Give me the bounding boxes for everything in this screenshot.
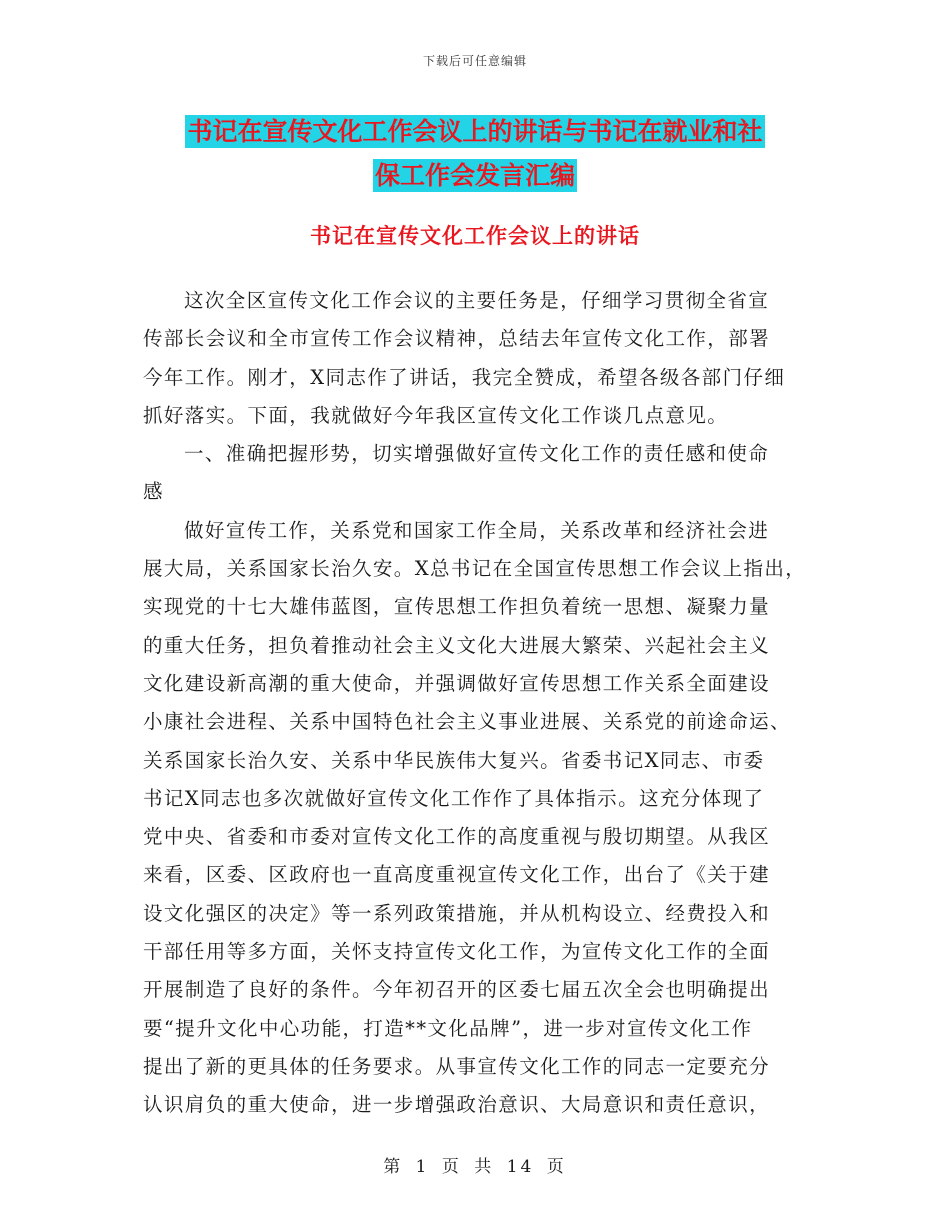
document-title bbox=[0, 110, 950, 198]
body-text bbox=[143, 282, 823, 1125]
body-line: 认识肩负的重大使命，进一步增强政治意识、大局意识和责任意识， bbox=[143, 1093, 771, 1117]
body-line: 这次全区宣传文化工作会议的主要任务是，仔细学习贯彻全省宣 bbox=[184, 289, 770, 312]
body-line: 今年工作。刚才，X同志作了讲话，我完全赞成，希望各级各部门仔细 bbox=[143, 365, 786, 389]
page-number-footer: 第 1 页 共 14 页 bbox=[383, 1157, 567, 1177]
body-line: 抓好落实。下面，我就做好今年我区宣传文化工作谈几点意见。 bbox=[143, 403, 729, 427]
document-title-line-1 bbox=[0, 110, 950, 154]
body-line: 干部任用等多方面，关怀支持宣传文化工作，为宣传文化工作的全面 bbox=[143, 940, 771, 964]
body-line: 提出了新的更具体的任务要求。从事宣传文化工作的同志一定要充分 bbox=[143, 1054, 771, 1078]
body-line: 设文化强区的决定》等一系列政策措施，并从机构设立、经费投入和 bbox=[143, 901, 771, 925]
body-line: 来看，区委、区政府也一直高度重视宣传文化工作，出台了《关于建 bbox=[143, 863, 771, 887]
title-highlight-2: 保工作会发言汇编 bbox=[374, 161, 575, 190]
body-line: 传部长会议和全市宣传工作会议精神，总结去年宣传文化工作，部署 bbox=[143, 327, 771, 351]
body-line: 实现党的十七大雄伟蓝图，宣传思想工作担负着统一思想、凝聚力量 bbox=[143, 595, 771, 619]
body-line: 展大局，关系国家长治久安。X总书记在全国宣传思想工作会议上指出， bbox=[143, 557, 807, 581]
body-line: 文化建设新高潮的重大使命，并强调做好宣传思想工作关系全面建设 bbox=[143, 671, 771, 695]
body-line: 要“提升文化中心功能，打造**文化品牌”，进一步对宣传文化工作 bbox=[143, 1016, 753, 1040]
section-title: 书记在宣传文化工作会议上的讲话 bbox=[310, 224, 640, 248]
body-line: 关系国家长治久安、关系中华民族伟大复兴。省委书记X同志、市委 bbox=[143, 748, 765, 772]
body-line: 书记X同志也多次就做好宣传文化工作作了具体指示。这充分体现了 bbox=[143, 786, 765, 810]
body-line: 党中央、省委和市委对宣传文化工作的高度重视与殷切期望。从我区 bbox=[143, 825, 771, 849]
page-header: 下载后可任意编辑 bbox=[422, 54, 527, 68]
body-line: 做好宣传工作，关系党和国家工作全局，关系改革和经济社会进 bbox=[184, 518, 770, 542]
body-line: 开展制造了良好的条件。今年初召开的区委七届五次全会也明确提出 bbox=[143, 978, 771, 1002]
body-line: 的重大任务，担负着推动社会主义文化大进展大繁荣、兴起社会主义 bbox=[143, 633, 771, 657]
body-line: 一、准确把握形势，切实增强做好宣传文化工作的责任感和使命 bbox=[184, 442, 770, 466]
body-line: 小康社会进程、关系中国特色社会主义事业进展、关系党的前途命运、 bbox=[143, 710, 791, 734]
title-highlight-1: 书记在宣传文化工作会议上的讲话与书记在就业和社 bbox=[187, 117, 763, 146]
document-title-line-2 bbox=[0, 154, 950, 198]
body-line: 感 bbox=[143, 480, 164, 504]
